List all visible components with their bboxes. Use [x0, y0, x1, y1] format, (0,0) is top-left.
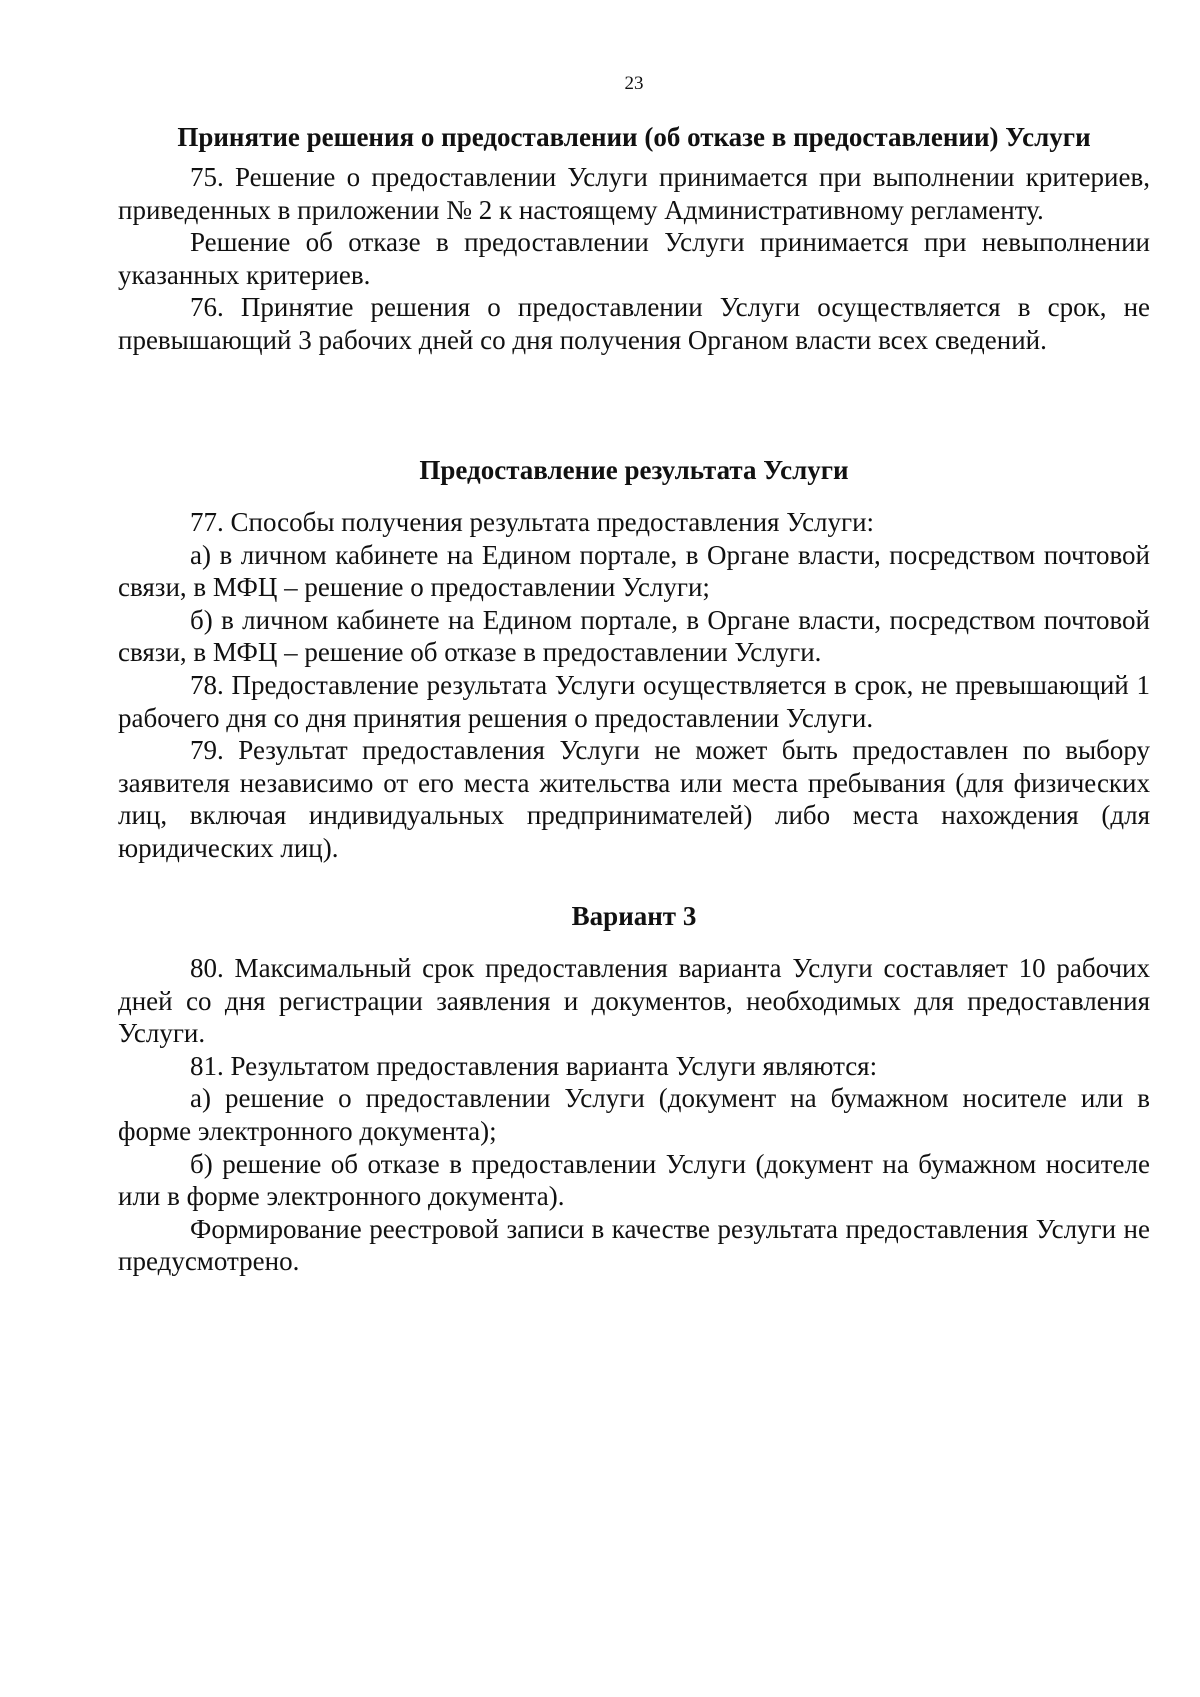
paragraph: 75. Решение о предоставлении Услуги принимается при выполнении критериев, приведенных в приложении № 2 к настоящему Административному регламенту. — [118, 162, 1150, 225]
paragraph: б) решение об отказе в предоставлении Услуги (документ на бумажном носителе или в форме электронного документа). — [118, 1148, 1150, 1212]
section-heading-result: Предоставление результата Услуги — [419, 455, 849, 485]
page-number: 23 — [624, 73, 644, 94]
paragraph: 78. Предоставление результата Услуги осуществляется в срок, не превышающий 1 рабочего дня со дня принятия решения о предоставлении Услуги. — [118, 669, 1150, 733]
paragraph: 81. Результатом предоставления варианта Услуги являются: — [190, 1050, 878, 1081]
section-body-variant — [118, 952, 1150, 1278]
paragraph: а) решение о предоставлении Услуги (документ на бумажном носителе или в форме электронного документа); — [118, 1083, 1150, 1146]
paragraph: 79. Результат предоставления Услуги не может быть предоставлен по выбору заявителя независимо от его места жительства или места пребывания (для физических лиц, включая индивидуальных предпринимателей) либо места нахождения (для юридических лиц). — [118, 735, 1150, 863]
paragraph: Решение об отказе в предоставлении Услуги принимается при невыполнении указанных критериев. — [118, 227, 1150, 290]
section-heading-variant: Вариант 3 — [571, 901, 697, 931]
paragraph: Формирование реестровой записи в качестве результата предоставления Услуги не предусмотрено. — [118, 1213, 1150, 1277]
paragraph: б) в личном кабинете на Едином портале, в Органе власти, посредством почтовой связи, в МФЦ – решение об отказе в предоставлении Услуги. — [118, 604, 1150, 668]
paragraph: 76. Принятие решения о предоставлении Услуги осуществляется в срок, не превышающий 3 рабочих дней со дня получения Органом власти всех сведений. — [118, 292, 1150, 355]
section-body-decision — [118, 161, 1150, 357]
section-body-result — [118, 506, 1150, 865]
paragraph: 80. Максимальный срок предоставления варианта Услуги составляет 10 рабочих дней со дня регистрации заявления и документов, необходимых для предоставления Услуги. — [118, 953, 1150, 1049]
paragraph: а) в личном кабинете на Едином портале, в Органе власти, посредством почтовой связи, в МФЦ – решение о предоставлении Услуги; — [118, 539, 1150, 603]
section-heading-decision: Принятие решения о предоставлении (об отказе в предоставлении) Услуги — [177, 122, 1091, 152]
paragraph: 77. Способы получения результата предоставления Услуги: — [190, 507, 875, 537]
